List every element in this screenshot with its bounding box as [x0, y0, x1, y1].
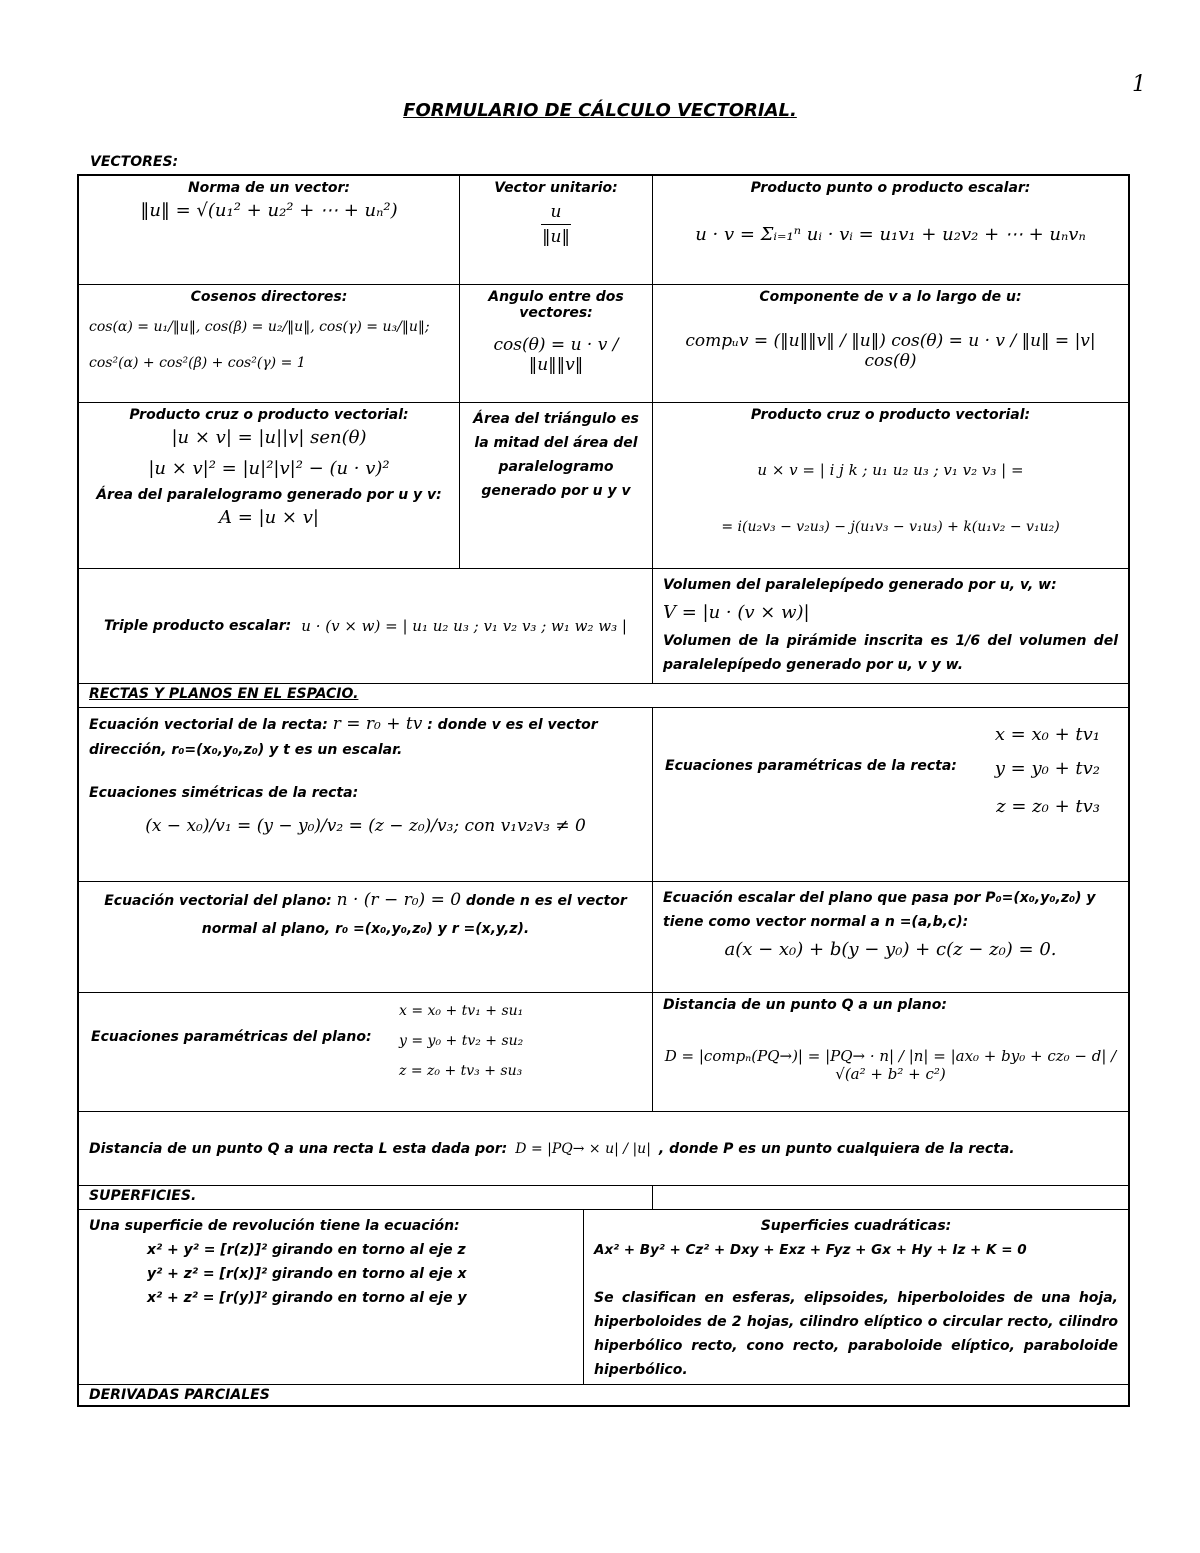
- piramide-text: Volumen de la pirámide inscrita es 1/6 del volumen del paralelepípedo generado por u, v y w.: [663, 633, 1118, 673]
- cell-superficies-header: [79, 1186, 653, 1209]
- cruz-formula-2: |u × v|² = |u|²|v|² − (u · v)²: [148, 458, 390, 479]
- row-superficies-header: [79, 1186, 1128, 1210]
- unitario-numerator: u: [550, 202, 562, 222]
- cuadraticas-title: Superficies cuadráticas:: [760, 1218, 952, 1234]
- plano-py: y = y₀ + tv₂ + su₂: [399, 1033, 524, 1049]
- cell-derivadas-header: [79, 1385, 1128, 1409]
- cell-volumen: [653, 569, 1128, 683]
- cell-angulo: [460, 285, 653, 402]
- row-derivadas-header: [79, 1385, 1128, 1409]
- cruz-area-formula: A = |u × v|: [219, 507, 319, 528]
- simetricas-formula: (x − x₀)/v₁ = (y − y₀)/v₂ = (z − z₀)/v₃; con v₁v₂v₃ ≠ 0: [145, 816, 586, 836]
- cell-revolucion: [79, 1210, 584, 1384]
- param-y: y = y₀ + tv₂: [994, 758, 1100, 779]
- section-vectores: VECTORES:: [90, 154, 179, 170]
- cell-dist-recta: [79, 1137, 1128, 1161]
- formula-table: [77, 174, 1130, 1407]
- dist-recta-label: Distancia de un punto Q a una recta L esta dada por:: [89, 1140, 508, 1157]
- cell-plano-escalar: [653, 882, 1128, 992]
- cell-recta-vectorial: [79, 708, 653, 881]
- fraction-bar: [541, 224, 571, 225]
- cell-cruz2: [653, 403, 1128, 568]
- unitario-title: Vector unitario:: [494, 180, 618, 196]
- cell-norma: [79, 176, 460, 284]
- dist-plano-label: Distancia de un punto Q a un plano:: [663, 997, 947, 1013]
- row-cruz: [79, 403, 1128, 569]
- cell-recta-parametricas: [653, 708, 1128, 881]
- section-superficies: SUPERFICIES.: [89, 1188, 197, 1204]
- cell-triple: [79, 569, 653, 683]
- angulo-formula: cos(θ) = u · v / ‖u‖‖v‖: [493, 335, 619, 375]
- componente-formula: compᵤv = (‖u‖‖v‖ / ‖u‖) cos(θ) = u · v / ‖u‖ = |v| cos(θ): [685, 331, 1096, 371]
- param-z: z = z₀ + tv₃: [996, 796, 1100, 817]
- row-recta: [79, 708, 1128, 882]
- punto-title: Producto punto o producto escalar:: [750, 180, 1031, 196]
- cruz-area-text: Área del paralelogramo generado por u y v:: [96, 487, 442, 503]
- cruz2-title: Producto cruz o producto vectorial:: [750, 407, 1031, 423]
- simetricas-label: Ecuaciones simétricas de la recta:: [89, 785, 359, 801]
- row-cosenos: [79, 285, 1128, 403]
- rev-1: x² + y² = [r(z)]² girando en torno al eje z: [147, 1242, 466, 1258]
- cosenos-title: Cosenos directores:: [190, 289, 348, 305]
- cell-componente: [653, 285, 1128, 402]
- plano-esc-formula: a(x − x₀) + b(y − y₀) + c(z − z₀) = 0.: [724, 939, 1057, 960]
- parametricas-label: Ecuaciones paramétricas de la recta:: [665, 758, 957, 774]
- plano-vec-desc: donde n es el vector normal al plano, r₀ =(x₀,y₀,z₀) y r =(x,y,z).: [201, 893, 627, 937]
- triangulo-text: Área del triángulo es la mitad del área del paralelogramo generado por u y v: [473, 411, 639, 499]
- recta-vectorial-formula: r = r₀ + tv: [332, 714, 423, 734]
- volumen-formula: V = |u · (v × w)|: [663, 602, 810, 623]
- unitario-denominator: ‖u‖: [542, 227, 570, 247]
- cell-dist-plano: [653, 993, 1128, 1111]
- cell-superficies-empty: [653, 1186, 1128, 1209]
- plano-pz: z = z₀ + tv₃ + su₃: [399, 1063, 523, 1079]
- cruz2-expansion: = i(u₂v₃ − v₂u₃) − j(u₁v₃ − v₁u₃) + k(u₁v₂ − v₁u₂): [721, 519, 1060, 535]
- rev-2: y² + z² = [r(x)]² girando en torno al eje x: [147, 1266, 467, 1282]
- cruz-title: Producto cruz o producto vectorial:: [129, 407, 409, 423]
- cell-punto: [653, 176, 1128, 284]
- cuadraticas-formula: Ax² + By² + Cz² + Dxy + Exz + Fyz + Gx + Hy + Iz + K = 0: [594, 1242, 1027, 1258]
- clasifican-text: Se clasifican en esferas, elipsoides, hiperboloides de una hoja, hiperboloides de 2 hojas, cilindro elíptico o circular recto, cilindro hiperbólico recto, cono recto, paraboloide elíptico, paraboloide hiperbólico.: [594, 1290, 1118, 1378]
- triple-formula: u · (v × w) = | u₁ u₂ u₃ ; v₁ v₂ v₃ ; w₁ w₂ w₃ |: [301, 617, 627, 635]
- angulo-title: Angulo entre dos vectores:: [488, 289, 624, 321]
- cruz2-determinant: u × v = | i j k ; u₁ u₂ u₃ ; v₁ v₂ v₃ | =: [757, 461, 1024, 479]
- recta-vectorial-desc: : donde v es el vector dirección, r₀=(x₀,y₀,z₀) y t es un escalar.: [89, 717, 598, 758]
- row-norma: [79, 176, 1128, 285]
- cosenos-identity: cos²(α) + cos²(β) + cos²(γ) = 1: [89, 355, 306, 371]
- row-triple: [79, 569, 1128, 684]
- rev-3: x² + z² = [r(y)]² girando en torno al eje y: [147, 1290, 467, 1306]
- cell-plano-parametricas: [79, 993, 653, 1111]
- plano-esc-text: Ecuación escalar del plano que pasa por P₀=(x₀,y₀,z₀) y tiene como vector normal a n =(a,b,c):: [663, 890, 1096, 930]
- row-plano: [79, 882, 1128, 993]
- param-x: x = x₀ + tv₁: [994, 724, 1100, 745]
- cell-rectas-header: [79, 684, 1128, 707]
- cell-triangulo: [460, 403, 653, 568]
- section-derivadas: DERIVADAS PARCIALES: [89, 1387, 270, 1403]
- dist-recta-formula: D = |PQ→ × u| / |u|: [515, 1140, 651, 1157]
- cruz-formula-1: |u × v| = |u||v| sen(θ): [171, 427, 367, 448]
- row-rectas-header: [79, 684, 1128, 708]
- cell-unitario: [460, 176, 653, 284]
- row-plano-param: [79, 993, 1128, 1112]
- punto-formula: u · v = Σᵢ₌₁ⁿ uᵢ · vᵢ = u₁v₁ + u₂v₂ + ⋯ + uₙvₙ: [695, 224, 1086, 245]
- plano-vec-formula: n · (r − r₀) = 0: [336, 890, 462, 910]
- componente-title: Componente de v a lo largo de u:: [759, 289, 1022, 305]
- plano-vec-label: Ecuación vectorial del plano:: [104, 893, 332, 909]
- volumen-text: Volumen del paralelepípedo generado por u, v, w:: [663, 577, 1057, 593]
- dist-recta-desc: , donde P es un punto cualquiera de la recta.: [658, 1140, 1015, 1157]
- norma-formula: ‖u‖ = √(u₁² + u₂² + ⋯ + uₙ²): [140, 200, 398, 221]
- cosenos-formula: cos(α) = u₁/‖u‖, cos(β) = u₂/‖u‖, cos(γ) = u₃/‖u‖;: [89, 319, 430, 335]
- cell-cosenos: [79, 285, 460, 402]
- recta-vectorial-label: Ecuación vectorial de la recta:: [89, 717, 328, 733]
- triple-label: Triple producto escalar:: [104, 618, 292, 634]
- revolucion-title: Una superficie de revolución tiene la ecuación:: [89, 1218, 460, 1234]
- cell-plano-vectorial: [79, 882, 653, 992]
- cell-cuadraticas: [584, 1210, 1128, 1384]
- section-rectas: RECTAS Y PLANOS EN EL ESPACIO.: [89, 686, 359, 702]
- recta-vectorial: [89, 712, 642, 763]
- row-dist-recta: [79, 1112, 1128, 1186]
- plano-param-label: Ecuaciones paramétricas del plano:: [91, 1029, 372, 1045]
- dist-plano-formula: D = |compₙ(PQ→)| = |PQ→ · n| / |n| = |ax₀ + by₀ + cz₀ − d| / √(a² + b² + c²): [664, 1047, 1117, 1083]
- plano-px: x = x₀ + tv₁ + su₁: [399, 1003, 524, 1019]
- row-superficies: [79, 1210, 1128, 1385]
- page-number: 1: [1132, 72, 1146, 97]
- page-title: FORMULARIO DE CÁLCULO VECTORIAL.: [403, 100, 797, 121]
- norma-title: Norma de un vector:: [187, 180, 351, 196]
- cell-cruz: [79, 403, 460, 568]
